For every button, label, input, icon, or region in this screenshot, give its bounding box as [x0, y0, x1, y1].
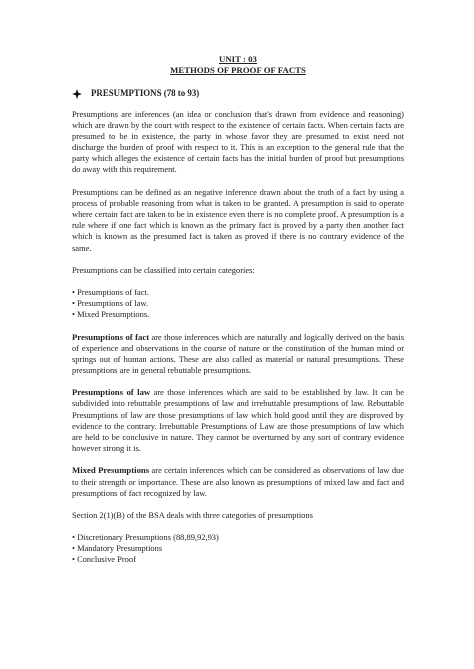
law-description: are those inferences which are said to be established by law. It can be subdivided into rebuttable presumptions of law and irrebuttable presumptions of law. Rebuttable Presumptions of law are those presumptions of law which hold good until they are disproved by evidence to the contrary. Irrebuttable Presumptions of Law are those presumptions of law which are held to be conclusive in nature. They cannot be overturned by any sort of contrary evidence however strong it is. [72, 387, 404, 453]
list-item: • Presumptions of fact. [72, 286, 150, 297]
list-item: • Mandatory Presumptions [72, 542, 163, 553]
list-item: • Discretionary Presumptions (88,89,92,93) [72, 531, 219, 542]
document-page [72, 54, 404, 565]
term-presumptions-of-fact: Presumptions of fact [72, 331, 150, 342]
term-mixed-presumptions: Mixed Presumptions [72, 465, 150, 476]
bsa-categories-list [72, 532, 404, 565]
list-item: • Conclusive Proof [72, 554, 136, 564]
paragraph-presumptions-of-fact [72, 332, 404, 376]
paragraph-definition: Presumptions are inferences (an idea or conclusion that's drawn from evidence and reasoning) which are drawn by the court with respect to the existence of certain facts. When certain facts are presumed to be in existence, the party in whose favor they are presumed to exist need not discharge the burden of proof with respect to it. This is an exception to the general rule that the party which alleges the existence of certain facts has the initial burden of proof but presumptions do away with this requirement. [72, 109, 404, 175]
paragraph-presumptions-of-law [72, 387, 404, 454]
unit-title: UNIT : 03 [219, 54, 257, 64]
section-title: METHODS OF PROOF OF FACTS [170, 65, 306, 75]
paragraph-mixed-presumptions [72, 465, 404, 498]
heading-text: PRESUMPTIONS (78 to 93) [91, 88, 200, 98]
mixed-description: are certain inferences which can be considered as observations of law due to their strength or importance. These are also known as presumptions of mixed law and fact and presumptions of fact recognized by law. [72, 465, 405, 498]
fact-description: are those inferences which are naturally and logically derived on the basis of experience and observations in the course of nature or the constitution of the human mind or springs out of human actions. These are also called as material or natural presumptions. These presumptions are in general rebuttable presumptions. [72, 331, 405, 375]
paragraph-section-bsa: Section 2(1)(B) of the BSA deals with three categories of presumptions [72, 510, 313, 521]
list-item: • Presumptions of law. [72, 297, 148, 308]
term-presumptions-of-law: Presumptions of law [72, 387, 151, 398]
paragraph-inference: Presumptions can be defined as an negative inference drawn about the truth of a fact by using a process of probable reasoning from what is taken to be granted. A presumption is said to operate where certain fact are taken to be in existence even there is no complete proof. A presumption is a rule where if one fact which is known as the primary fact is proved by a party then another fact which is known as the presumed fact is taken as proved if there is no contrary evidence of the same. [72, 187, 404, 253]
categories-list [72, 287, 404, 320]
paragraph-classification: Presumptions can be classified into certain categories: [72, 265, 255, 276]
diamond-bullet-icon [72, 89, 82, 99]
presumptions-heading [72, 88, 404, 99]
list-item: • Mixed Presumptions. [72, 308, 150, 319]
